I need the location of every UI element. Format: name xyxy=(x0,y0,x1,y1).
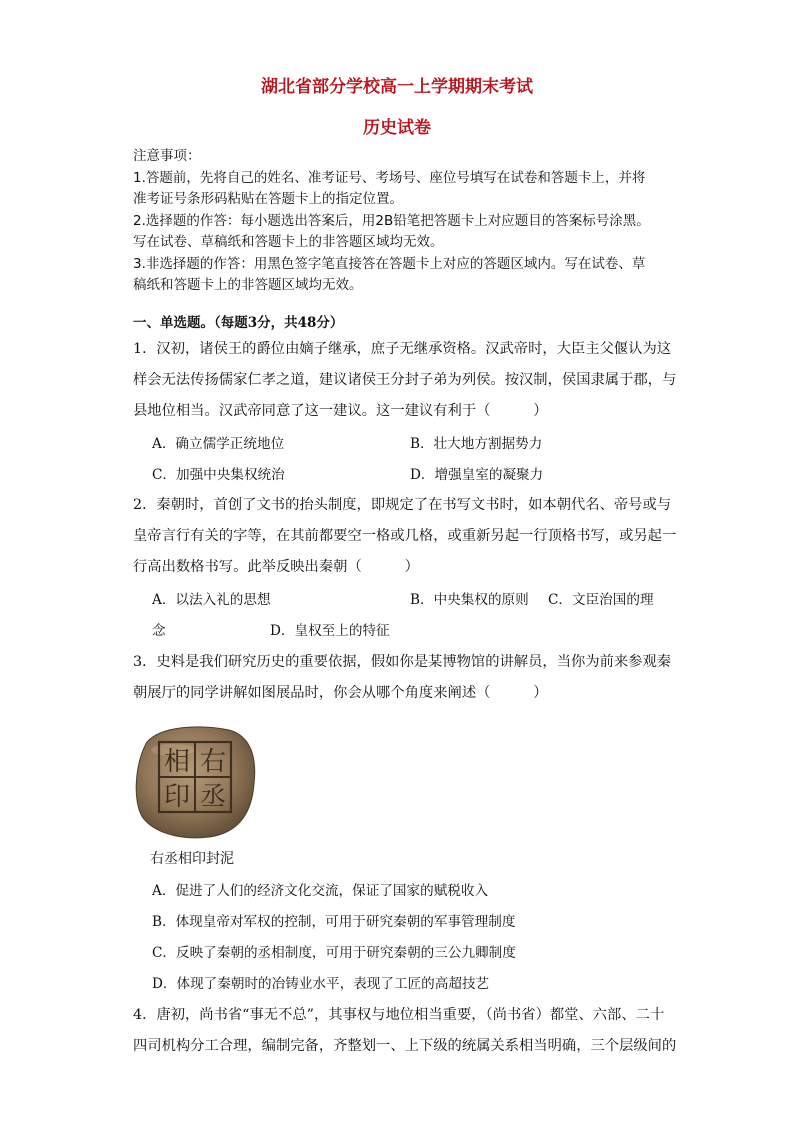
seal-char: 右 xyxy=(199,747,227,777)
q3-option-d: D．体现了秦朝时的冶铸业水平，表现了工匠的高超技艺 xyxy=(152,976,490,992)
q2-option-a: A．以法入礼的思想 xyxy=(152,592,271,608)
q1-option-d: D．增强皇室的凝聚力 xyxy=(410,467,544,483)
q2-option-c: C．文臣治国的理 xyxy=(548,592,654,608)
notes-line: 2.选择题的作答：每小题选出答案后，用2B铅笔把答题卡上对应题目的答案标号涂黑。 xyxy=(133,212,650,229)
image-caption: 右丞相印封泥 xyxy=(150,851,234,867)
seal-clay-image xyxy=(133,722,258,840)
q2-option-b: B．中央集权的原则 xyxy=(410,592,529,608)
q1-option-b: B．壮大地方割据势力 xyxy=(410,436,543,452)
seal-char: 印 xyxy=(163,782,191,812)
q4-stem-line: 四司机构分工合理，编制完备，齐整划一、上下级的统属关系相当明确，三个层级间的 xyxy=(133,1038,677,1054)
notes-block xyxy=(133,146,650,297)
q2-stem-line: 行高出数格书写。此举反映出秦朝（ ） xyxy=(133,559,419,575)
notes-line: 写在试卷、草稿纸和答题卡上的非答题区域均无效。 xyxy=(133,234,444,250)
q2-option-c-continued: 念 xyxy=(152,623,166,639)
notes-line: 稿纸和答题卡上的非答题区域均无效。 xyxy=(133,277,363,293)
q2-stem-line: 皇帝言行有关的字等，在其前都要空一格或几格，或重新另起一行顶格书写，或另起一 xyxy=(133,528,677,544)
q3-option-c: C．反映了秦朝的丞相制度，可用于研究秦朝的三公九卿制度 xyxy=(152,945,516,961)
notes-line: 1.答题前，先将自己的姓名、准考证号、考场号、座位号填写在试卷和答题卡上，并将 xyxy=(133,169,646,186)
exam-subtitle: 历史试卷 xyxy=(363,118,431,138)
q1-option-a: A．确立儒学正统地位 xyxy=(152,436,285,452)
q2-stem-line: 2．秦朝时，首创了文书的抬头制度，即规定了在书写文书时，如本朝代名、帝号或与 xyxy=(133,497,672,513)
q3-stem-line: 3．史料是我们研究历史的重要依据，假如你是某博物馆的讲解员，当你为前来参观秦 xyxy=(133,654,672,670)
q1-option-c: C．加强中央集权统治 xyxy=(152,467,285,483)
q1-stem-line: 样会无法传扬儒家仁孝之道，建议诸侯王分封子弟为列侯。按汉制，侯国隶属于郡，与 xyxy=(133,372,677,388)
seal-char: 丞 xyxy=(199,782,227,812)
q3-option-b: B．体现皇帝对军权的控制，可用于研究秦朝的军事管理制度 xyxy=(152,914,516,930)
seal-char: 相 xyxy=(163,747,191,777)
section-heading: 一、单选题。（每题3分，共48分） xyxy=(133,315,344,331)
q3-option-a: A．促进了人们的经济文化交流，保证了国家的赋税收入 xyxy=(152,883,489,899)
notes-line: 准考证号条形码粘贴在答题卡上的指定位置。 xyxy=(133,191,403,207)
q3-stem-line: 朝展厅的同学讲解如图展品时，你会从哪个角度来阐述（ ） xyxy=(133,685,548,701)
notes-heading: 注意事项： xyxy=(133,148,201,164)
q1-stem-line: 县地位相当。汉武帝同意了这一建议。这一建议有利于（ ） xyxy=(133,403,548,419)
q4-stem-line: 4．唐初，尚书省“事无不总”，其事权与地位相当重要，（尚书省）都堂、六部、二十 xyxy=(133,1007,665,1023)
notes-line: 3.非选择题的作答：用黑色签字笔直接答在答题卡上对应的答题区域内。写在试卷、草 xyxy=(133,255,646,272)
exam-title: 湖北省部分学校高一上学期期末考试 xyxy=(261,77,533,97)
q2-option-d: D．皇权至上的特征 xyxy=(270,623,390,639)
q1-stem-line: 1．汉初，诸侯王的爵位由嫡子继承，庶子无继承资格。汉武帝时，大臣主父偃认为这 xyxy=(133,341,672,357)
